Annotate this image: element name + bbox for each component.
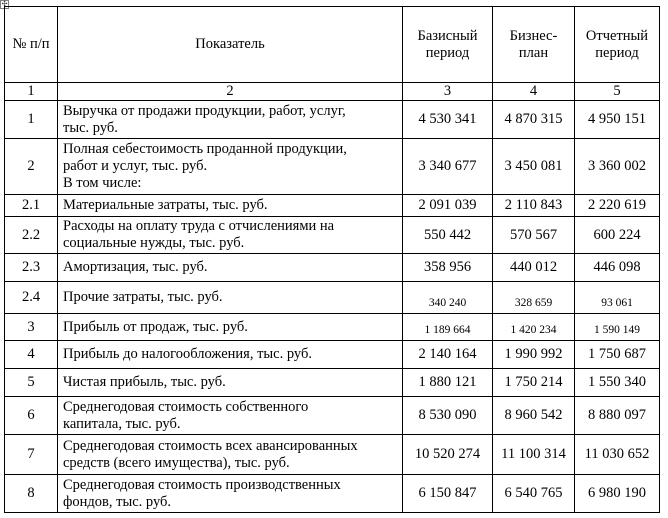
table-row	[5, 282, 660, 314]
row-label-line: работ и услуг, тыс. руб.	[63, 158, 208, 174]
row-label-line: Среднегодовая стоимость собственного	[63, 398, 309, 415]
value-report: 6 980 190	[575, 475, 660, 513]
row-label	[58, 341, 403, 369]
row-label-line: Амортизация, тыс. руб.	[63, 259, 208, 275]
row-number: 4	[5, 341, 58, 369]
row-label	[58, 101, 403, 139]
table-row	[5, 217, 660, 254]
value-plan: 11 100 314	[493, 435, 575, 475]
row-label-line: В том числе:	[63, 175, 142, 191]
value-report: 446 098	[575, 254, 660, 282]
row-label-line: Материальные затраты, тыс. руб.	[63, 197, 268, 213]
value-base: 4 530 341	[403, 101, 493, 139]
value-plan: 1 990 992	[493, 341, 575, 369]
value-base: 8 530 090	[403, 397, 493, 435]
row-label-line: социальные нужды, тыс. руб.	[63, 235, 245, 251]
header-plan-line1: Бизнес-	[509, 27, 558, 44]
row-label	[58, 139, 403, 195]
table-row	[5, 369, 660, 397]
value-base: 1 880 121	[403, 369, 493, 397]
table-row	[5, 435, 660, 475]
table-row	[5, 254, 660, 282]
row-label-line: Чистая прибыль, тыс. руб.	[63, 374, 226, 390]
row-label-line: капитала, тыс. руб.	[63, 415, 181, 432]
value-report: 4 950 151	[575, 101, 660, 139]
value-base: 340 240	[403, 282, 493, 314]
header-report-period	[575, 7, 660, 83]
column-number: 1	[5, 83, 58, 101]
row-number: 2.1	[5, 195, 58, 217]
row-number: 3	[5, 314, 58, 341]
value-plan: 2 110 843	[493, 195, 575, 217]
header-num: № п/п	[5, 7, 58, 83]
header-base-period	[403, 7, 493, 83]
row-number: 5	[5, 369, 58, 397]
row-label	[58, 369, 403, 397]
value-report: 1 550 340	[575, 369, 660, 397]
value-base: 358 956	[403, 254, 493, 282]
table-row	[5, 139, 660, 195]
row-label-line: Прочие затраты, тыс. руб.	[63, 289, 223, 305]
row-label-line: Расходы на оплату труда с отчислениями на	[63, 218, 335, 234]
value-base: 550 442	[403, 217, 493, 254]
table-row	[5, 397, 660, 435]
table-row	[5, 195, 660, 217]
value-report: 1 750 687	[575, 341, 660, 369]
value-plan: 6 540 765	[493, 475, 575, 513]
row-label-line: Прибыль до налогообложения, тыс. руб.	[63, 346, 312, 362]
row-number: 2.4	[5, 282, 58, 314]
value-report: 8 880 097	[575, 397, 660, 435]
header-row	[5, 7, 660, 83]
header-report-line2: период	[595, 44, 639, 61]
value-plan: 570 567	[493, 217, 575, 254]
header-base-line2: период	[425, 44, 470, 61]
row-label	[58, 314, 403, 341]
value-plan: 8 960 542	[493, 397, 575, 435]
value-report: 93 061	[575, 282, 660, 314]
row-label-line: тыс. руб.	[63, 119, 118, 136]
row-number: 1	[5, 101, 58, 139]
indicators-table	[4, 6, 660, 513]
table-row	[5, 314, 660, 341]
table-row	[5, 341, 660, 369]
row-number: 2.2	[5, 217, 58, 254]
column-number-row	[5, 83, 660, 101]
row-label-line: средств (всего имущества), тыс. руб.	[63, 454, 290, 471]
column-number: 3	[403, 83, 493, 101]
row-label	[58, 195, 403, 217]
table-row	[5, 101, 660, 139]
value-base: 6 150 847	[403, 475, 493, 513]
column-number: 5	[575, 83, 660, 101]
value-plan: 440 012	[493, 254, 575, 282]
header-indicator: Показатель	[58, 7, 403, 83]
value-base: 3 340 677	[403, 139, 493, 195]
column-number: 2	[58, 83, 403, 101]
header-report-line1: Отчетный	[585, 27, 649, 44]
value-report: 1 590 149	[575, 314, 660, 341]
row-label-line: Выручка от продажи продукции, работ, услуг,	[63, 102, 346, 119]
header-business-plan	[493, 7, 575, 83]
row-label	[58, 397, 403, 435]
row-number: 6	[5, 397, 58, 435]
value-base: 2 091 039	[403, 195, 493, 217]
row-number: 8	[5, 475, 58, 513]
row-label	[58, 475, 403, 513]
row-label-line: Среднегодовая стоимость всех авансированных	[63, 437, 358, 454]
value-plan: 4 870 315	[493, 101, 575, 139]
row-label	[58, 217, 403, 254]
row-label	[58, 254, 403, 282]
value-report: 11 030 652	[575, 435, 660, 475]
row-number: 2.3	[5, 254, 58, 282]
row-number: 2	[5, 139, 58, 195]
value-plan: 1 750 214	[493, 369, 575, 397]
header-base-line1: Базисный	[417, 27, 478, 44]
table-row	[5, 475, 660, 513]
value-base: 10 520 274	[403, 435, 493, 475]
row-label-line: Среднегодовая стоимость производственных	[63, 476, 341, 493]
value-base: 2 140 164	[403, 341, 493, 369]
value-base: 1 189 664	[403, 314, 493, 341]
value-report: 2 220 619	[575, 195, 660, 217]
value-plan: 3 450 081	[493, 139, 575, 195]
column-number: 4	[493, 83, 575, 101]
row-label-line: Прибыль от продаж, тыс. руб.	[63, 318, 248, 335]
value-report: 3 360 002	[575, 139, 660, 195]
header-plan-line2: план	[518, 44, 549, 61]
row-number: 7	[5, 435, 58, 475]
row-label	[58, 435, 403, 475]
value-plan: 1 420 234	[493, 314, 575, 341]
row-label-line: фондов, тыс. руб.	[63, 493, 172, 510]
value-plan: 328 659	[493, 282, 575, 314]
value-report: 600 224	[575, 217, 660, 254]
row-label-line: Полная себестоимость проданной продукции,	[63, 141, 347, 157]
row-label	[58, 282, 403, 314]
move-handle-icon[interactable]: ✣	[1, 0, 8, 8]
